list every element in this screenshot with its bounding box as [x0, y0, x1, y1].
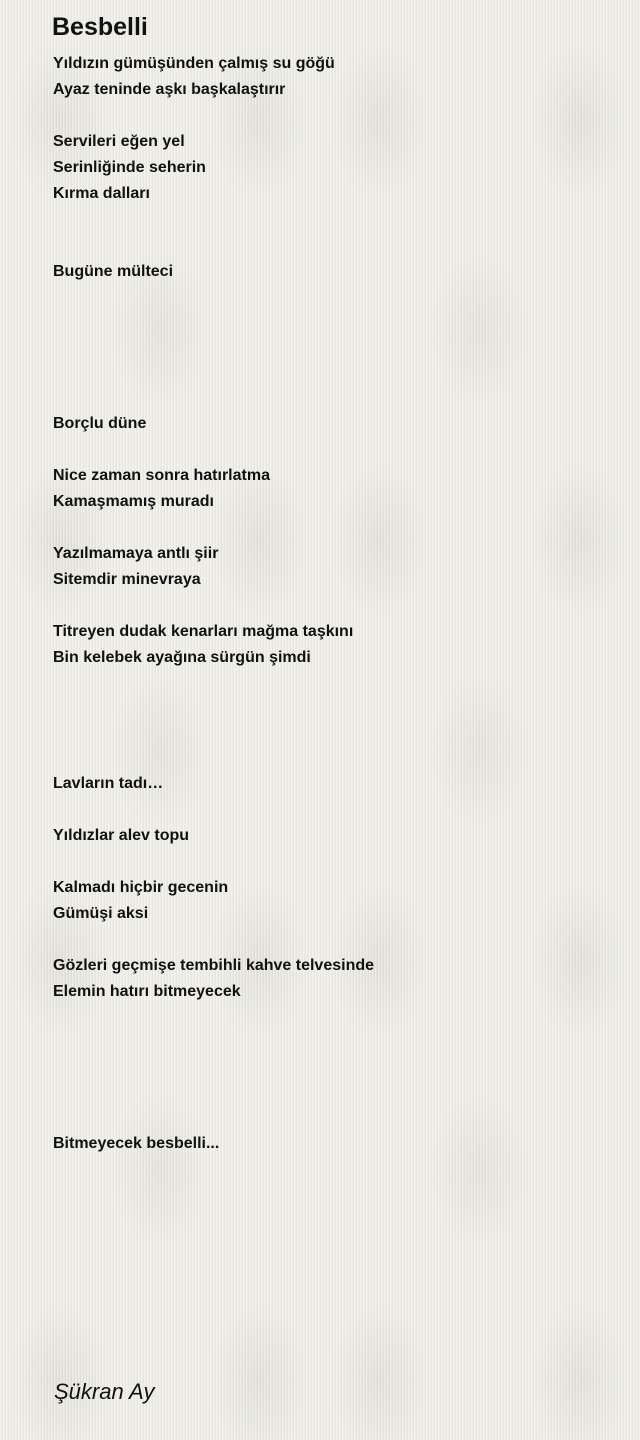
- poem-line: Bin kelebek ayağına sürgün şimdi: [53, 649, 311, 666]
- poem-line: Kamaşmamış muradı: [53, 493, 214, 510]
- poem-line: Yıldızlar alev topu: [53, 827, 190, 844]
- poem-title: Besbelli: [52, 13, 148, 41]
- poem-line: Bugüne mülteci: [53, 263, 174, 280]
- poem-line: Bitmeyecek besbelli...: [53, 1135, 220, 1152]
- poem-line: Kalmadı hiçbir gecenin: [53, 879, 229, 896]
- poem-line: Sitemdir minevraya: [53, 571, 201, 588]
- poem-line: Lavların tadı…: [53, 775, 164, 792]
- poem-line: Kırma dalları: [53, 185, 150, 202]
- poem-line: Yazılmamaya antlı şiir: [53, 545, 219, 562]
- poem-line: Nice zaman sonra hatırlatma: [53, 467, 270, 484]
- poem-line: Gümüşi aksi: [53, 905, 149, 922]
- poem-line: Servileri eğen yel: [53, 133, 185, 150]
- poem-line: Gözleri geçmişe tembihli kahve telvesinde: [53, 957, 375, 974]
- poem-line: Elemin hatırı bitmeyecek: [53, 983, 241, 1000]
- poem-line: Yıldızın gümüşünden çalmış su göğü: [53, 55, 335, 72]
- poem-line: Titreyen dudak kenarları mağma taşkını: [53, 623, 354, 640]
- poem-author: Şükran Ay: [54, 1379, 155, 1404]
- poem-line: Borçlu düne: [53, 415, 147, 432]
- poem-line: Ayaz teninde aşkı başkalaştırır: [53, 81, 286, 98]
- poem-line: Serinliğinde seherin: [53, 159, 206, 176]
